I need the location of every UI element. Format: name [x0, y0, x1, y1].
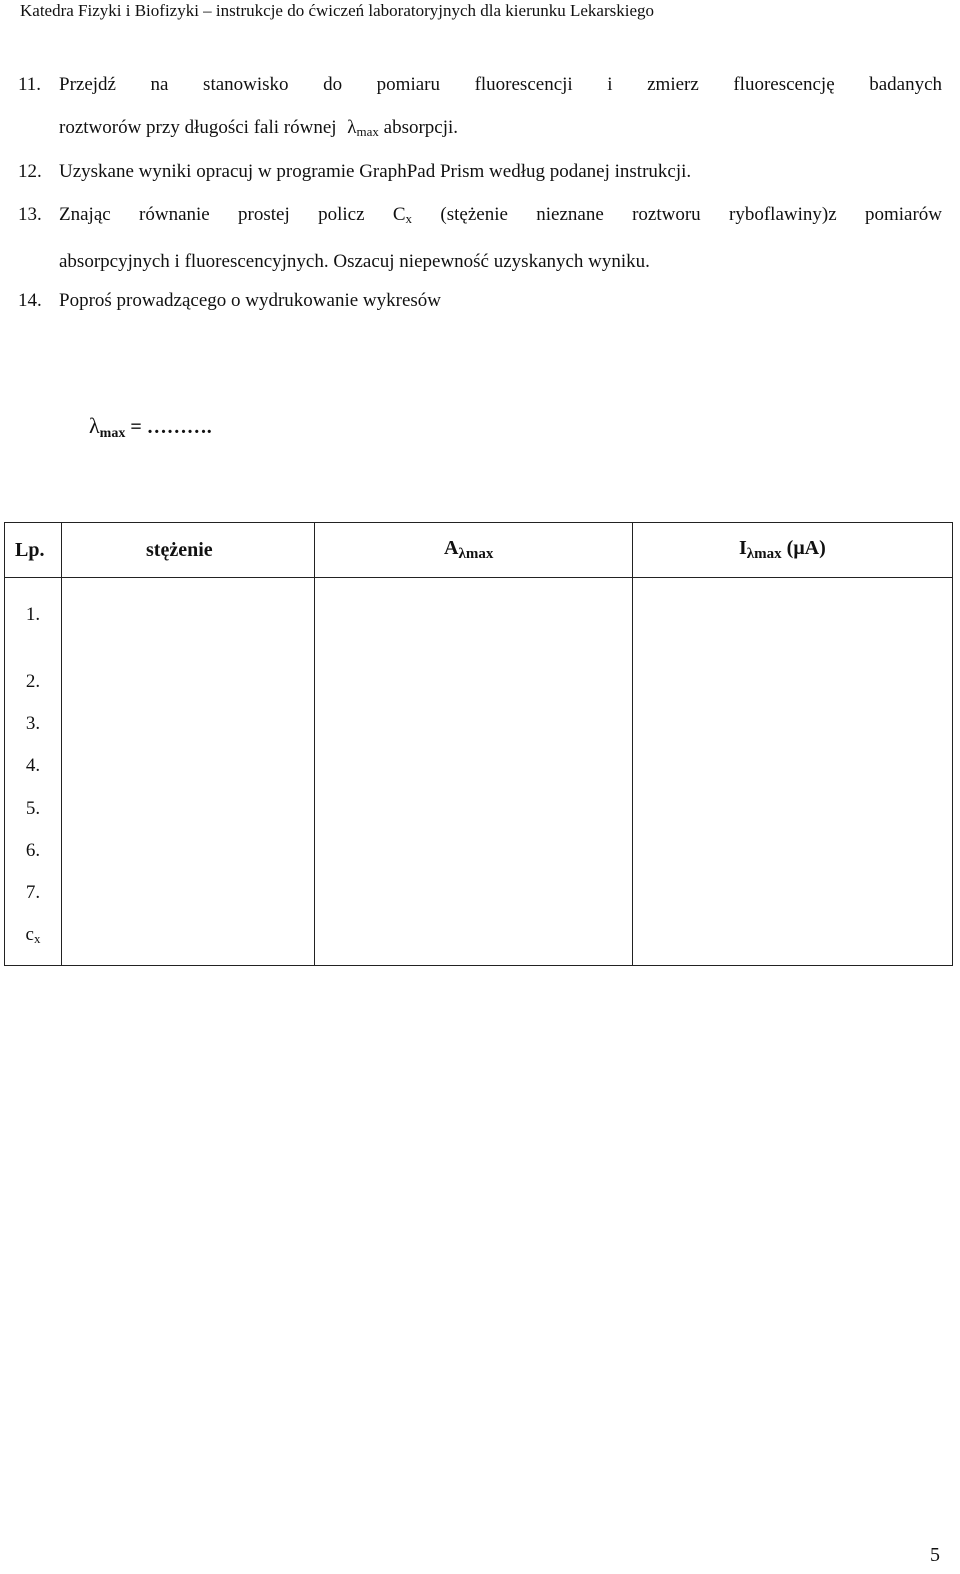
lambda-symbol: λ	[347, 117, 357, 138]
header-abs-sub: λmax	[458, 546, 494, 562]
step-text: Uzyskane wyniki opracuj w programie GraphPad Prism według podanej instrukcji.	[59, 161, 692, 182]
step-number: 14.	[18, 290, 42, 311]
header-fluorescence	[633, 523, 953, 578]
header-concentration: stężenie	[62, 523, 315, 578]
absorbance-column	[315, 578, 633, 966]
header-lp: Lp.	[5, 523, 62, 578]
header-absorbance	[315, 523, 633, 578]
step-text: absorpcji.	[383, 117, 459, 138]
lambda-subscript: max	[99, 426, 126, 441]
lambda-symbol: λ	[89, 413, 100, 438]
measurement-table	[4, 522, 953, 966]
step-11	[18, 63, 942, 153]
row-label-cx: cx	[25, 924, 41, 946]
lambda-max-field	[89, 413, 212, 442]
row-label: 6.	[25, 840, 41, 861]
step-text: roztworów przy długości fali równej	[59, 117, 337, 138]
lambda-value-blank: = ……….	[125, 416, 212, 438]
header-fl-main: I	[739, 537, 747, 559]
lp-column	[5, 578, 62, 966]
concentration-column	[62, 578, 315, 966]
row-label: 7.	[25, 882, 41, 903]
page-header: Katedra Fizyki i Biofizyki – instrukcje do ćwiczeń laboratoryjnych dla kierunku Lekarskiego	[20, 1, 654, 20]
step-number: 11.	[18, 74, 42, 95]
step-13	[18, 193, 942, 283]
step-12	[18, 150, 942, 193]
header-abs-main: A	[444, 537, 459, 559]
step-text: Znając równanie prostej policz C	[59, 204, 406, 225]
step-text: Poproś prowadzącego o wydrukowanie wykresów	[59, 290, 442, 311]
step-text: absorpcyjnych i fluorescencyjnych. Oszacuj niepewność uzyskanych wyniku.	[59, 251, 650, 272]
fluorescence-column	[633, 578, 953, 966]
step-text: (stężenie nieznane roztworu ryboflawiny)z pomiarów	[440, 204, 943, 225]
page-number: 5	[930, 1544, 940, 1566]
step-number: 13.	[18, 204, 42, 225]
header-fl-unit: (μA)	[781, 537, 826, 559]
row-label: 3.	[25, 713, 41, 734]
step-14	[18, 279, 942, 322]
step-text: Przejdź na stanowisko do pomiaru fluorescencji i zmierz fluorescencję badanych	[59, 74, 942, 95]
row-label: 5.	[25, 798, 41, 819]
lambda-subscript: max	[356, 124, 379, 139]
step-number: 12.	[18, 161, 42, 182]
row-label: 1.	[25, 604, 41, 625]
row-label: 2.	[25, 671, 41, 692]
row-label: 4.	[25, 755, 41, 776]
header-fl-sub: λmax	[746, 546, 782, 562]
table-body-row	[5, 578, 953, 966]
table-header-row	[5, 523, 953, 578]
cx-subscript: x	[405, 211, 413, 226]
